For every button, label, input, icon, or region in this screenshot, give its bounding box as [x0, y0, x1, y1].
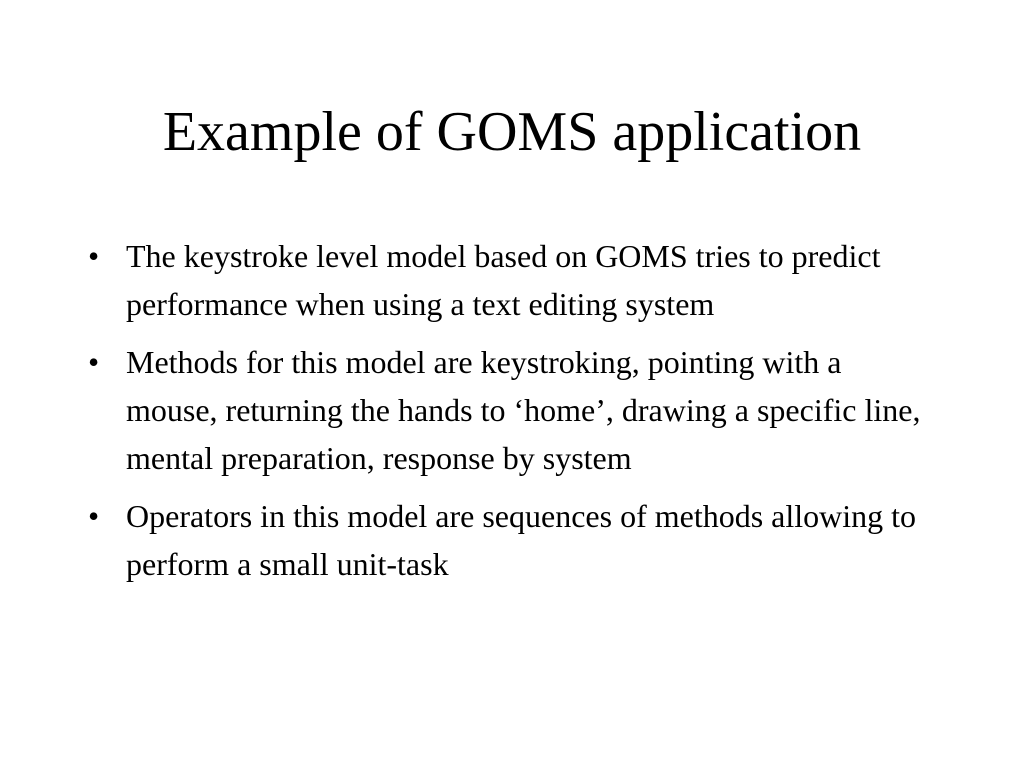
bullet-text: The keystroke level model based on GOMS tries to predict performance when using a text editing system: [126, 238, 881, 322]
bullet-item: [88, 338, 938, 482]
bullet-icon: •: [88, 344, 100, 380]
bullet-item: [88, 232, 938, 328]
slide-title: Example of GOMS application: [162, 101, 862, 163]
bullet-item: [88, 492, 938, 588]
bullet-list: [88, 232, 938, 598]
bullet-text: Methods for this model are keystroking, pointing with a mouse, returning the hands to ‘home’, drawing a specific line, mental preparation, response by system: [126, 344, 921, 476]
bullet-icon: •: [88, 498, 100, 534]
bullet-text: Operators in this model are sequences of methods allowing to perform a small unit-task: [126, 498, 917, 582]
bullet-icon: •: [88, 238, 100, 274]
